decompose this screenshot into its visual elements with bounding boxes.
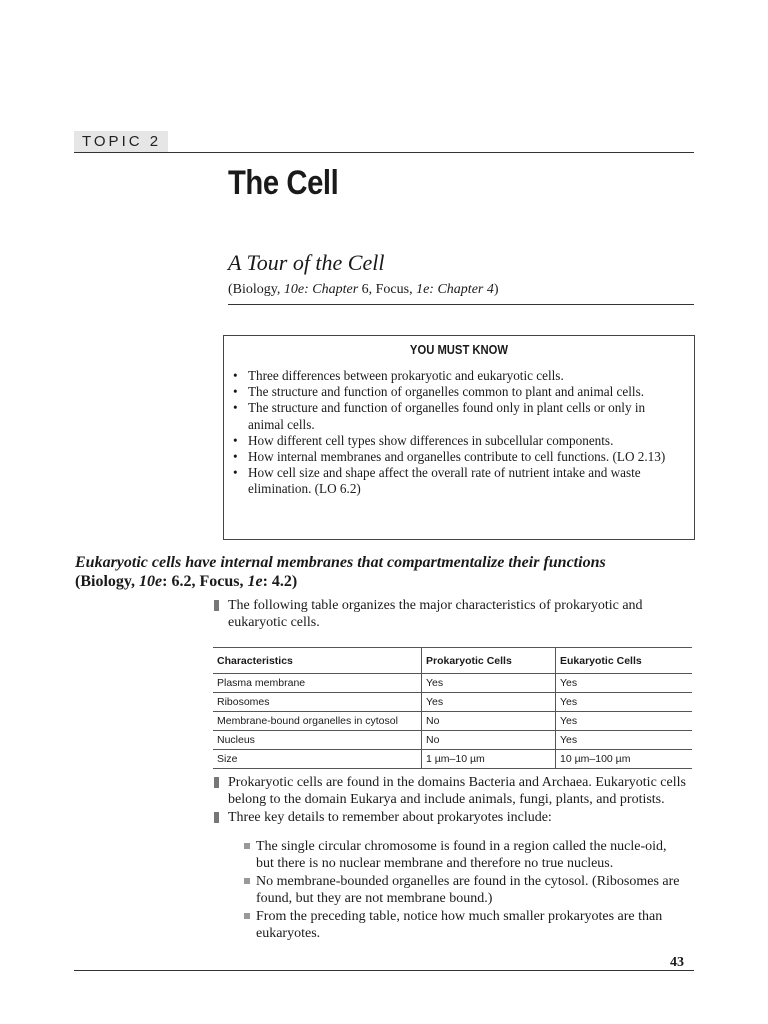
footer-rule <box>74 970 694 971</box>
table-cell: 1 µm–10 µm <box>422 750 556 769</box>
must-know-list <box>230 368 684 498</box>
subsection-heading-title: Eukaryotic cells have internal membranes that compartmentalize their functions <box>75 554 606 571</box>
sub-bullet-icon <box>244 878 250 884</box>
table-row <box>213 693 692 712</box>
subsection-heading: Eukaryotic cells have internal membranes that compartmentalize their functions (Biology, 10e: 6.2, Focus, 1e: 4.2) <box>75 554 606 590</box>
table-cell: Ribosomes <box>213 693 422 712</box>
section-rule <box>228 304 694 305</box>
table-header: Prokaryotic Cells <box>422 648 556 674</box>
table-cell: Plasma membrane <box>213 674 422 693</box>
chapter-title: The Cell <box>228 164 339 202</box>
table-header-row <box>213 648 692 674</box>
must-know-item: • How different cell types show differences in subcellular components. <box>230 433 684 449</box>
table-cell: Yes <box>556 712 693 731</box>
prokaryote-details-paragraph: Three key details to remember about prokaryotes include: <box>228 810 552 825</box>
must-know-item: • How internal membranes and organelles contribute to cell functions. (LO 2.13) <box>230 449 684 465</box>
sub-bullet-icon <box>244 913 250 919</box>
table-cell: No <box>422 712 556 731</box>
table-row <box>213 750 692 769</box>
sub-bullet-item: From the preceding table, notice how much smaller prokaryotes are than eukaryotes. <box>256 909 663 941</box>
must-know-item: • How cell size and shape affect the overall rate of nutrient intake and waste elimination. (LO 6.2) <box>230 465 684 497</box>
sub-bullet-item: No membrane-bounded organelles are found in the cytosol. (Ribosomes are found, but they are not membrane bound.) <box>256 874 680 906</box>
must-know-item: • The structure and function of organelles common to plant and animal cells. <box>230 384 684 400</box>
table-cell: Yes <box>556 674 693 693</box>
must-know-item: • The structure and function of organelles found only in plant cells or only in animal cells. <box>230 400 684 432</box>
section-title: A Tour of the Cell <box>228 250 385 275</box>
table-row <box>213 674 692 693</box>
paragraph-marker-icon <box>214 777 219 788</box>
paragraph-marker-icon <box>214 600 219 611</box>
comparison-table <box>213 647 692 769</box>
topic-rule <box>74 152 694 153</box>
intro-paragraph: The following table organizes the major characteristics of prokaryotic and eukaryotic cells. <box>228 598 643 630</box>
table-cell: Nucleus <box>213 731 422 750</box>
domains-paragraph: Prokaryotic cells are found in the domains Bacteria and Archaea. Eukaryotic cells belong to the domain Eukarya and include animals, fungi, plants, and protists. <box>228 775 686 807</box>
table-header: Characteristics <box>213 648 422 674</box>
table-cell: Membrane-bound organelles in cytosol <box>213 712 422 731</box>
paragraph-marker-icon <box>214 812 219 823</box>
topic-label: TOPIC 2 <box>74 131 168 152</box>
table-cell: 10 µm–100 µm <box>556 750 693 769</box>
must-know-heading: YOU MUST KNOW <box>409 343 509 357</box>
sub-bullet-item: The single circular chromosome is found in a region called the nucle-oid, but there is no nuclear membrane and therefore no true nucleus. <box>256 839 667 871</box>
table-cell: Yes <box>422 693 556 712</box>
table-cell: Yes <box>556 731 693 750</box>
table-header: Eukaryotic Cells <box>556 648 693 674</box>
table-cell: Yes <box>422 674 556 693</box>
sub-bullet-icon <box>244 843 250 849</box>
must-know-item: • Three differences between prokaryotic and eukaryotic cells. <box>230 368 684 384</box>
table-row <box>213 712 692 731</box>
section-reference: (Biology, 10e: Chapter 6, Focus, 1e: Chapter 4) <box>228 282 499 297</box>
table-cell: No <box>422 731 556 750</box>
must-know-box <box>223 335 695 540</box>
page-number: 43 <box>670 955 684 970</box>
table-row <box>213 731 692 750</box>
table-cell: Size <box>213 750 422 769</box>
table-cell: Yes <box>556 693 693 712</box>
